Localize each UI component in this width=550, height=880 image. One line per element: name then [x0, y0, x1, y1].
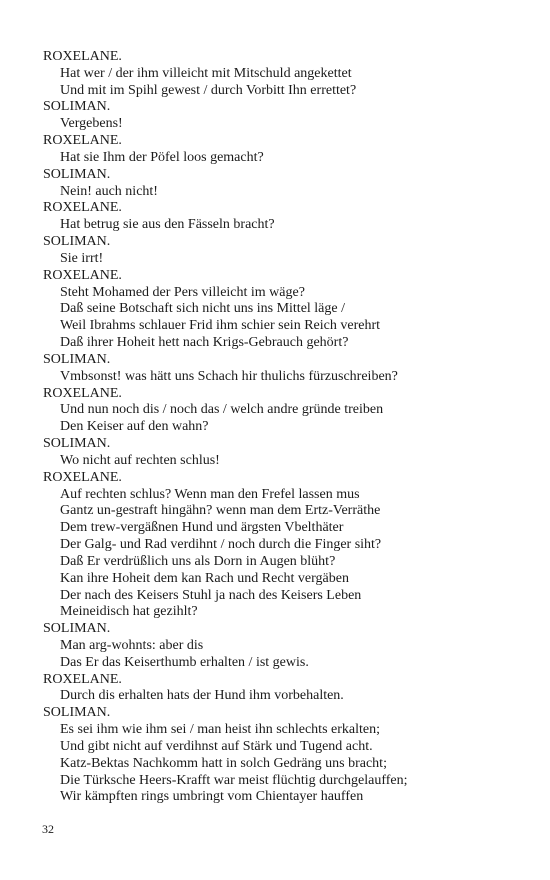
verse-line: Es sei ihm wie ihm sei / man heist ihn schlechts erkalten;	[60, 722, 380, 738]
verse-line: Vmbsonst! was hätt uns Schach hir thulichs fürzuschreiben?	[60, 368, 398, 384]
verse-line: Wir kämpften rings umbringt vom Chientayer hauffen	[60, 789, 364, 805]
verse-line: Weil Ibrahms schlauer Frid ihm schier sein Reich verehrt	[60, 318, 380, 334]
verse-line: Dem trew-vergäßnen Hund und ärgsten Vbelthäter	[60, 520, 344, 536]
verse-line: Daß Er verdrüßlich uns als Dorn in Augen blüht?	[60, 553, 336, 569]
verse-line: Steht Mohamed der Pers villeicht im wäge?	[60, 284, 305, 300]
speaker-name: SOLIMAN.	[43, 99, 111, 115]
speaker-name: SOLIMAN.	[43, 234, 111, 250]
verse-line: Hat betrug sie aus den Fässeln bracht?	[60, 217, 275, 233]
verse-line: Daß seine Botschaft sich nicht uns ins Mittel läge /	[60, 301, 346, 317]
verse-line: Hat wer / der ihm villeicht mit Mitschuld angekettet	[60, 65, 352, 81]
verse-line: Und mit im Spihl gewest / durch Vorbitt Ihn errettet?	[60, 82, 357, 98]
verse-line: Und nun noch dis / noch das / welch andre gründe treiben	[60, 402, 384, 418]
speaker-name: ROXELANE.	[43, 671, 122, 687]
verse-line: Die Türksche Heers-Krafft war meist flüchtig durchgelauffen;	[60, 772, 408, 788]
verse-line: Und gibt nicht auf verdihnst auf Stärk und Tugend acht.	[60, 738, 373, 754]
verse-line: Man arg-wohnts: aber dis	[60, 637, 204, 653]
verse-line: Durch dis erhalten hats der Hund ihm vorbehalten.	[60, 688, 344, 704]
verse-line: Meineidisch hat gezihlt?	[60, 604, 198, 620]
play-text	[43, 49, 533, 806]
verse-line: Vergebens!	[60, 116, 123, 132]
speaker-name: ROXELANE.	[43, 385, 122, 401]
verse-line: Gantz un-gestraft hingähn? wenn man dem Ertz-Verräthe	[60, 503, 381, 519]
speaker-name: SOLIMAN.	[43, 705, 111, 721]
speaker-name: ROXELANE.	[43, 200, 122, 216]
verse-line: Wo nicht auf rechten schlus!	[60, 452, 220, 468]
speaker-name: ROXELANE.	[43, 469, 122, 485]
verse-line: Auf rechten schlus? Wenn man den Frefel lassen mus	[60, 486, 360, 502]
verse-line: Daß ihrer Hoheit hett nach Krigs-Gebrauch gehört?	[60, 335, 349, 351]
speaker-name: SOLIMAN.	[43, 436, 111, 452]
speaker-name: ROXELANE.	[43, 49, 122, 64]
speaker-name: SOLIMAN.	[43, 621, 111, 637]
verse-line: Sie irrt!	[60, 250, 104, 266]
speaker-name: ROXELANE.	[43, 267, 122, 283]
verse-line: Hat sie Ihm der Pöfel loos gemacht?	[60, 149, 264, 165]
verse-line: Der nach des Keisers Stuhl ja nach des Keisers Leben	[60, 587, 362, 603]
page-number: 32	[42, 822, 54, 836]
verse-line: Den Keiser auf den wahn?	[60, 419, 209, 435]
verse-line: Nein! auch nicht!	[60, 183, 158, 199]
verse-line: Kan ihre Hoheit dem kan Rach und Recht vergäben	[60, 570, 349, 586]
speaker-name: SOLIMAN.	[43, 166, 111, 182]
speaker-name: ROXELANE.	[43, 133, 122, 149]
speaker-name: SOLIMAN.	[43, 351, 111, 367]
verse-line: Das Er das Keiserthumb erhalten / ist gewis.	[60, 654, 309, 670]
verse-line: Der Galg- und Rad verdihnt / noch durch die Finger siht?	[60, 537, 382, 553]
verse-line: Katz-Bektas Nachkomm hatt in solch Gedräng uns bracht;	[60, 755, 387, 771]
